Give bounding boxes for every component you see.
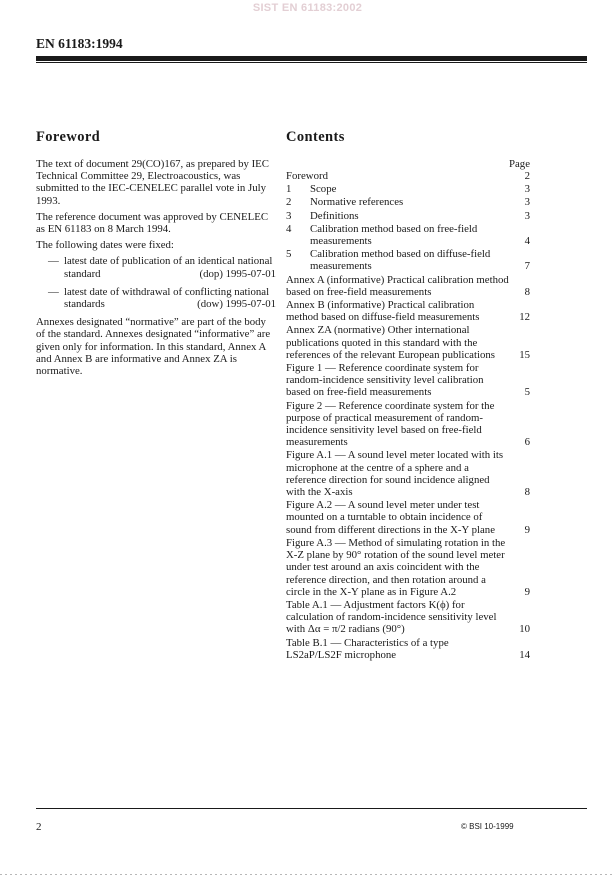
toc-label: Table A.1 — Adjustment factors K(ϕ) for calculation of random-incidence sensitivity level with Δα = π/2 radians (90°) [286, 598, 497, 636]
scan-edge [0, 874, 615, 875]
date-item-code: (dop) 1995-07-01 [199, 267, 276, 280]
dash-mark: — [48, 285, 59, 298]
toc-page-number: 10 [519, 623, 530, 636]
footer-page-number: 2 [36, 821, 42, 833]
header-rule-thick [36, 56, 587, 61]
document-number: EN 61183:1994 [36, 36, 123, 51]
date-item-dow [36, 286, 276, 310]
toc-page-number: 8 [524, 285, 530, 298]
contents-title: Contents [286, 129, 345, 145]
toc-label: Calibration method based on free-field measurements [310, 222, 478, 248]
date-item-dop [36, 255, 276, 279]
toc-page-number: 2 [524, 170, 530, 182]
toc-entry [286, 196, 525, 208]
toc-entry [286, 210, 525, 222]
toc-entry [286, 637, 519, 661]
toc-entry [286, 400, 525, 449]
toc-label: Foreword [286, 170, 328, 182]
toc-entry [286, 599, 519, 636]
toc-item[interactable] [286, 599, 530, 636]
header-rule-thin [36, 62, 587, 63]
toc-item[interactable] [286, 170, 530, 182]
toc-label: Figure 2 — Reference coordinate system for the purpose of practical measurement of random-incidence sensitivity level based on free-field measurements [286, 399, 495, 449]
toc-page-number: 5 [524, 386, 530, 399]
toc-item[interactable] [286, 400, 530, 449]
toc-item[interactable] [286, 274, 530, 298]
foreword-paragraph: The following dates were fixed: [36, 239, 174, 252]
toc-entry [286, 362, 525, 399]
toc-item[interactable] [286, 449, 530, 498]
toc-entry [286, 183, 525, 195]
toc-label: Figure A.1 — A sound level meter located with its microphone at the centre of a sphere and a reference direction for sound incidence aligned with the X-axis [286, 449, 504, 499]
toc-list [286, 170, 530, 661]
toc-entry [286, 274, 525, 298]
date-item-last-word: standard [64, 267, 101, 280]
date-item-last-word: standards [64, 298, 105, 311]
toc-label: Annex B (informative) Practical calibration method based on diffuse-field measurements [286, 299, 480, 324]
dash-mark: — [48, 255, 59, 268]
toc-clause-number: 1 [286, 183, 292, 196]
toc-item[interactable] [286, 210, 530, 222]
toc-item[interactable] [286, 248, 530, 272]
toc-page-number: 9 [524, 585, 530, 598]
footer-copyright: © BSI 10-1999 [461, 822, 514, 831]
toc-page-number: 4 [524, 235, 530, 248]
toc-label: Normative references [310, 196, 404, 209]
toc-item[interactable] [286, 362, 530, 399]
toc-page-number: 6 [524, 436, 530, 449]
toc-page-number: 3 [524, 183, 530, 196]
foreword-title: Foreword [36, 129, 101, 145]
toc-item[interactable] [286, 537, 530, 598]
toc-label: Figure A.2 — A sound level meter under test mounted on a turntable to obtain incidence of sound from different directions in the X-Y plane [286, 499, 495, 536]
toc-page-number: 8 [524, 486, 530, 499]
toc-entry [286, 449, 525, 498]
toc-item[interactable] [286, 637, 530, 661]
toc-page-number: 7 [524, 260, 530, 273]
toc-clause-number: 4 [286, 222, 292, 235]
toc-item[interactable] [286, 324, 530, 361]
toc-page-number: 3 [524, 209, 530, 222]
toc-item[interactable] [286, 299, 530, 323]
toc-page-number: 3 [524, 196, 530, 209]
toc-entry [286, 223, 525, 247]
toc-page-number: 15 [519, 348, 530, 361]
date-item-text: latest date of publication of an identical national [64, 255, 273, 268]
toc-item[interactable] [286, 223, 530, 247]
date-item-code: (dow) 1995-07-01 [197, 298, 276, 311]
date-item-text: latest date of withdrawal of conflicting national [64, 285, 270, 298]
toc-entry [286, 537, 525, 598]
toc-label: Figure 1 — Reference coordinate system for random-incidence sensitivity level calibration based on free-field measurements [286, 362, 484, 399]
toc-page-number: 14 [519, 648, 530, 661]
watermark: SIST EN 61183:2002 [252, 2, 363, 14]
toc-item[interactable] [286, 196, 530, 208]
toc-label: Annex ZA (normative) Other international publications quoted in this standard with the references of the relevant European publications [286, 324, 495, 361]
toc-label: Annex A (informative) Practical calibration method based on free-field measurements [286, 273, 509, 298]
toc-clause-number: 2 [286, 196, 292, 209]
toc-item[interactable] [286, 183, 530, 195]
toc-item[interactable] [286, 499, 530, 536]
toc-label: Figure A.3 — Method of simulating rotation in the X-Z plane by 90° rotation of the sound level meter under test around an axis coincident with the reference direction, and then rotation around a circle in the X-Y plane as in Figure A.2 [286, 536, 506, 598]
toc-label: Table B.1 — Characteristics of a type LS2aP/LS2F microphone [286, 636, 449, 661]
foreword-section [36, 129, 276, 381]
toc-page-number: 12 [519, 311, 530, 324]
toc-page-number: 9 [524, 523, 530, 536]
toc-label: Definitions [310, 209, 359, 222]
toc-entry [286, 499, 525, 536]
toc-entry [286, 248, 525, 272]
toc-entry [286, 170, 525, 182]
toc-label: Calibration method based on diffuse-field measurements [310, 248, 491, 273]
contents-section [286, 129, 530, 662]
toc-entry [286, 324, 519, 361]
foreword-paragraph: The reference document was approved by CENELEC as EN 61183 on 8 March 1994. [36, 210, 269, 236]
page-column-header: Page [509, 158, 530, 170]
toc-entry [286, 299, 519, 323]
footer-rule [36, 808, 587, 809]
foreword-paragraph: Annexes designated “normative” are part of the body of the standard. Annexes designated “informative” are given only for information. In this standard, Annex A and Annex B are informative and Annex ZA is normative. [36, 316, 271, 378]
toc-clause-number: 3 [286, 209, 292, 222]
foreword-paragraph: The text of document 29(CO)167, as prepared by IEC Technical Committee 29, Electroacoustics, was submitted to the IEC-CENELEC parallel vote in July 1993. [36, 158, 269, 207]
toc-clause-number: 5 [286, 248, 292, 261]
toc-label: Scope [310, 183, 337, 196]
